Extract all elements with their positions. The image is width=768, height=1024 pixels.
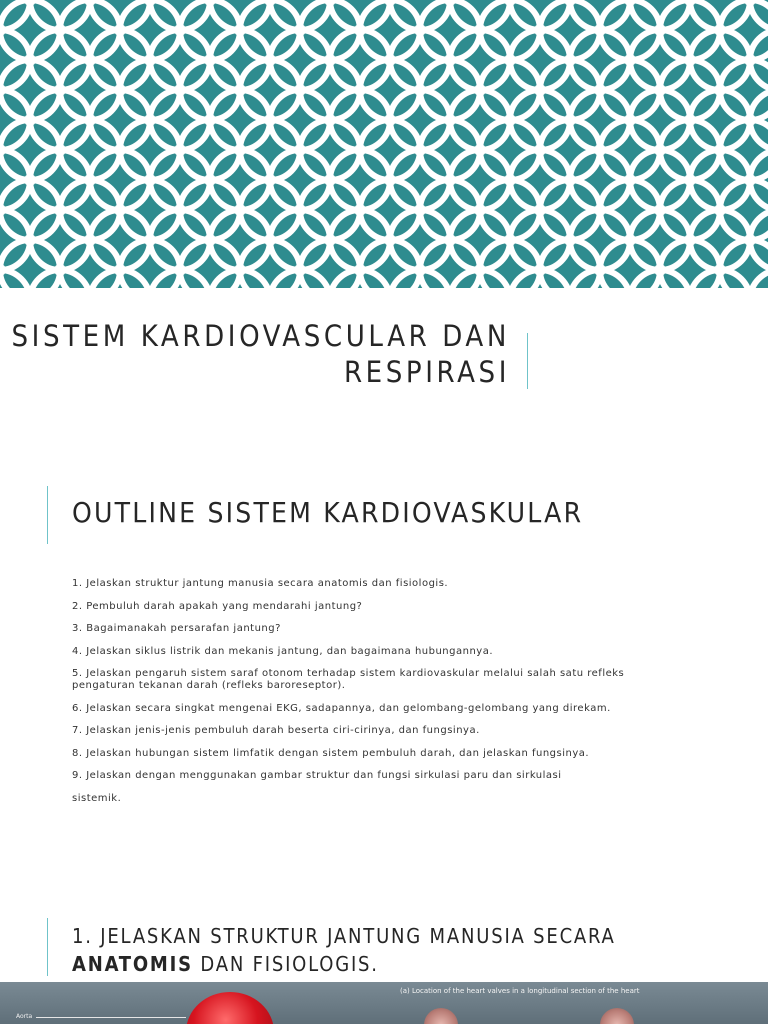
outline-slide — [0, 470, 768, 870]
geometric-pattern-banner — [0, 0, 768, 288]
outline-item: 5. Jelaskan pengaruh sistem saraf otonom terhadap sistem kardiovaskular melalui salah satu refleks pengaturan tekanan darah (refleks baroreseptor). — [72, 668, 625, 691]
outline-item: 4. Jelaskan siklus listrik dan mekanis jantung, dan bagaimana hubungannya. — [72, 645, 494, 657]
outline-item: 3. Bagaimanakah persarafan jantung? — [72, 623, 281, 634]
title-bold: ANATOMIS — [72, 952, 193, 976]
outline-item: 7. Jelaskan jenis-jenis pembuluh darah beserta ciri-cirinya, dan fungsinya. — [72, 725, 480, 736]
title-slide — [0, 0, 768, 450]
title-part-1: 1. JELASKAN STRUKTUR JANTUNG MANUSIA SECARA — [72, 924, 616, 948]
slide-title: OUTLINE SISTEM KARDIOVASKULAR — [72, 496, 584, 529]
outline-item: sistemik. — [72, 792, 122, 804]
outline-item: 6. Jelaskan secara singkat mengenai EKG, sadapannya, dan gelombang-gelombang yang direkam. — [72, 702, 611, 714]
accent-divider — [47, 918, 48, 976]
outline-list — [72, 578, 632, 815]
heart-illustration — [0, 982, 768, 1024]
label-leader-line — [36, 1017, 186, 1018]
outline-item: 8. Jelaskan hubungan sistem limfatik dengan sistem pembuluh darah, dan jelaskan fungsinya. — [72, 747, 590, 759]
valve-image — [424, 1008, 458, 1024]
outline-item: 2. Pembuluh darah apakah yang mendarahi jantung? — [72, 600, 363, 612]
presentation-title — [11, 318, 510, 390]
image-caption: (a) Location of the heart valves in a longitudinal section of the heart — [400, 987, 640, 995]
slide-title — [72, 922, 712, 978]
accent-divider — [527, 333, 528, 389]
question-slide — [0, 900, 768, 1024]
title-part-2: DAN FISIOLOGIS. — [192, 952, 379, 976]
title-line-1: SISTEM KARDIOVASCULAR DAN — [11, 319, 510, 353]
outline-item: 9. Jelaskan dengan menggunakan gambar struktur dan fungsi sirkulasi paru dan sirkulasi — [72, 770, 562, 781]
valve-image — [600, 1008, 634, 1024]
title-line-2: RESPIRASI — [343, 355, 510, 389]
accent-divider — [47, 486, 48, 544]
heart-image — [186, 992, 274, 1024]
aorta-label: Aorta — [16, 1013, 33, 1020]
outline-item: 1. Jelaskan struktur jantung manusia secara anatomis dan fisiologis. — [72, 578, 449, 589]
